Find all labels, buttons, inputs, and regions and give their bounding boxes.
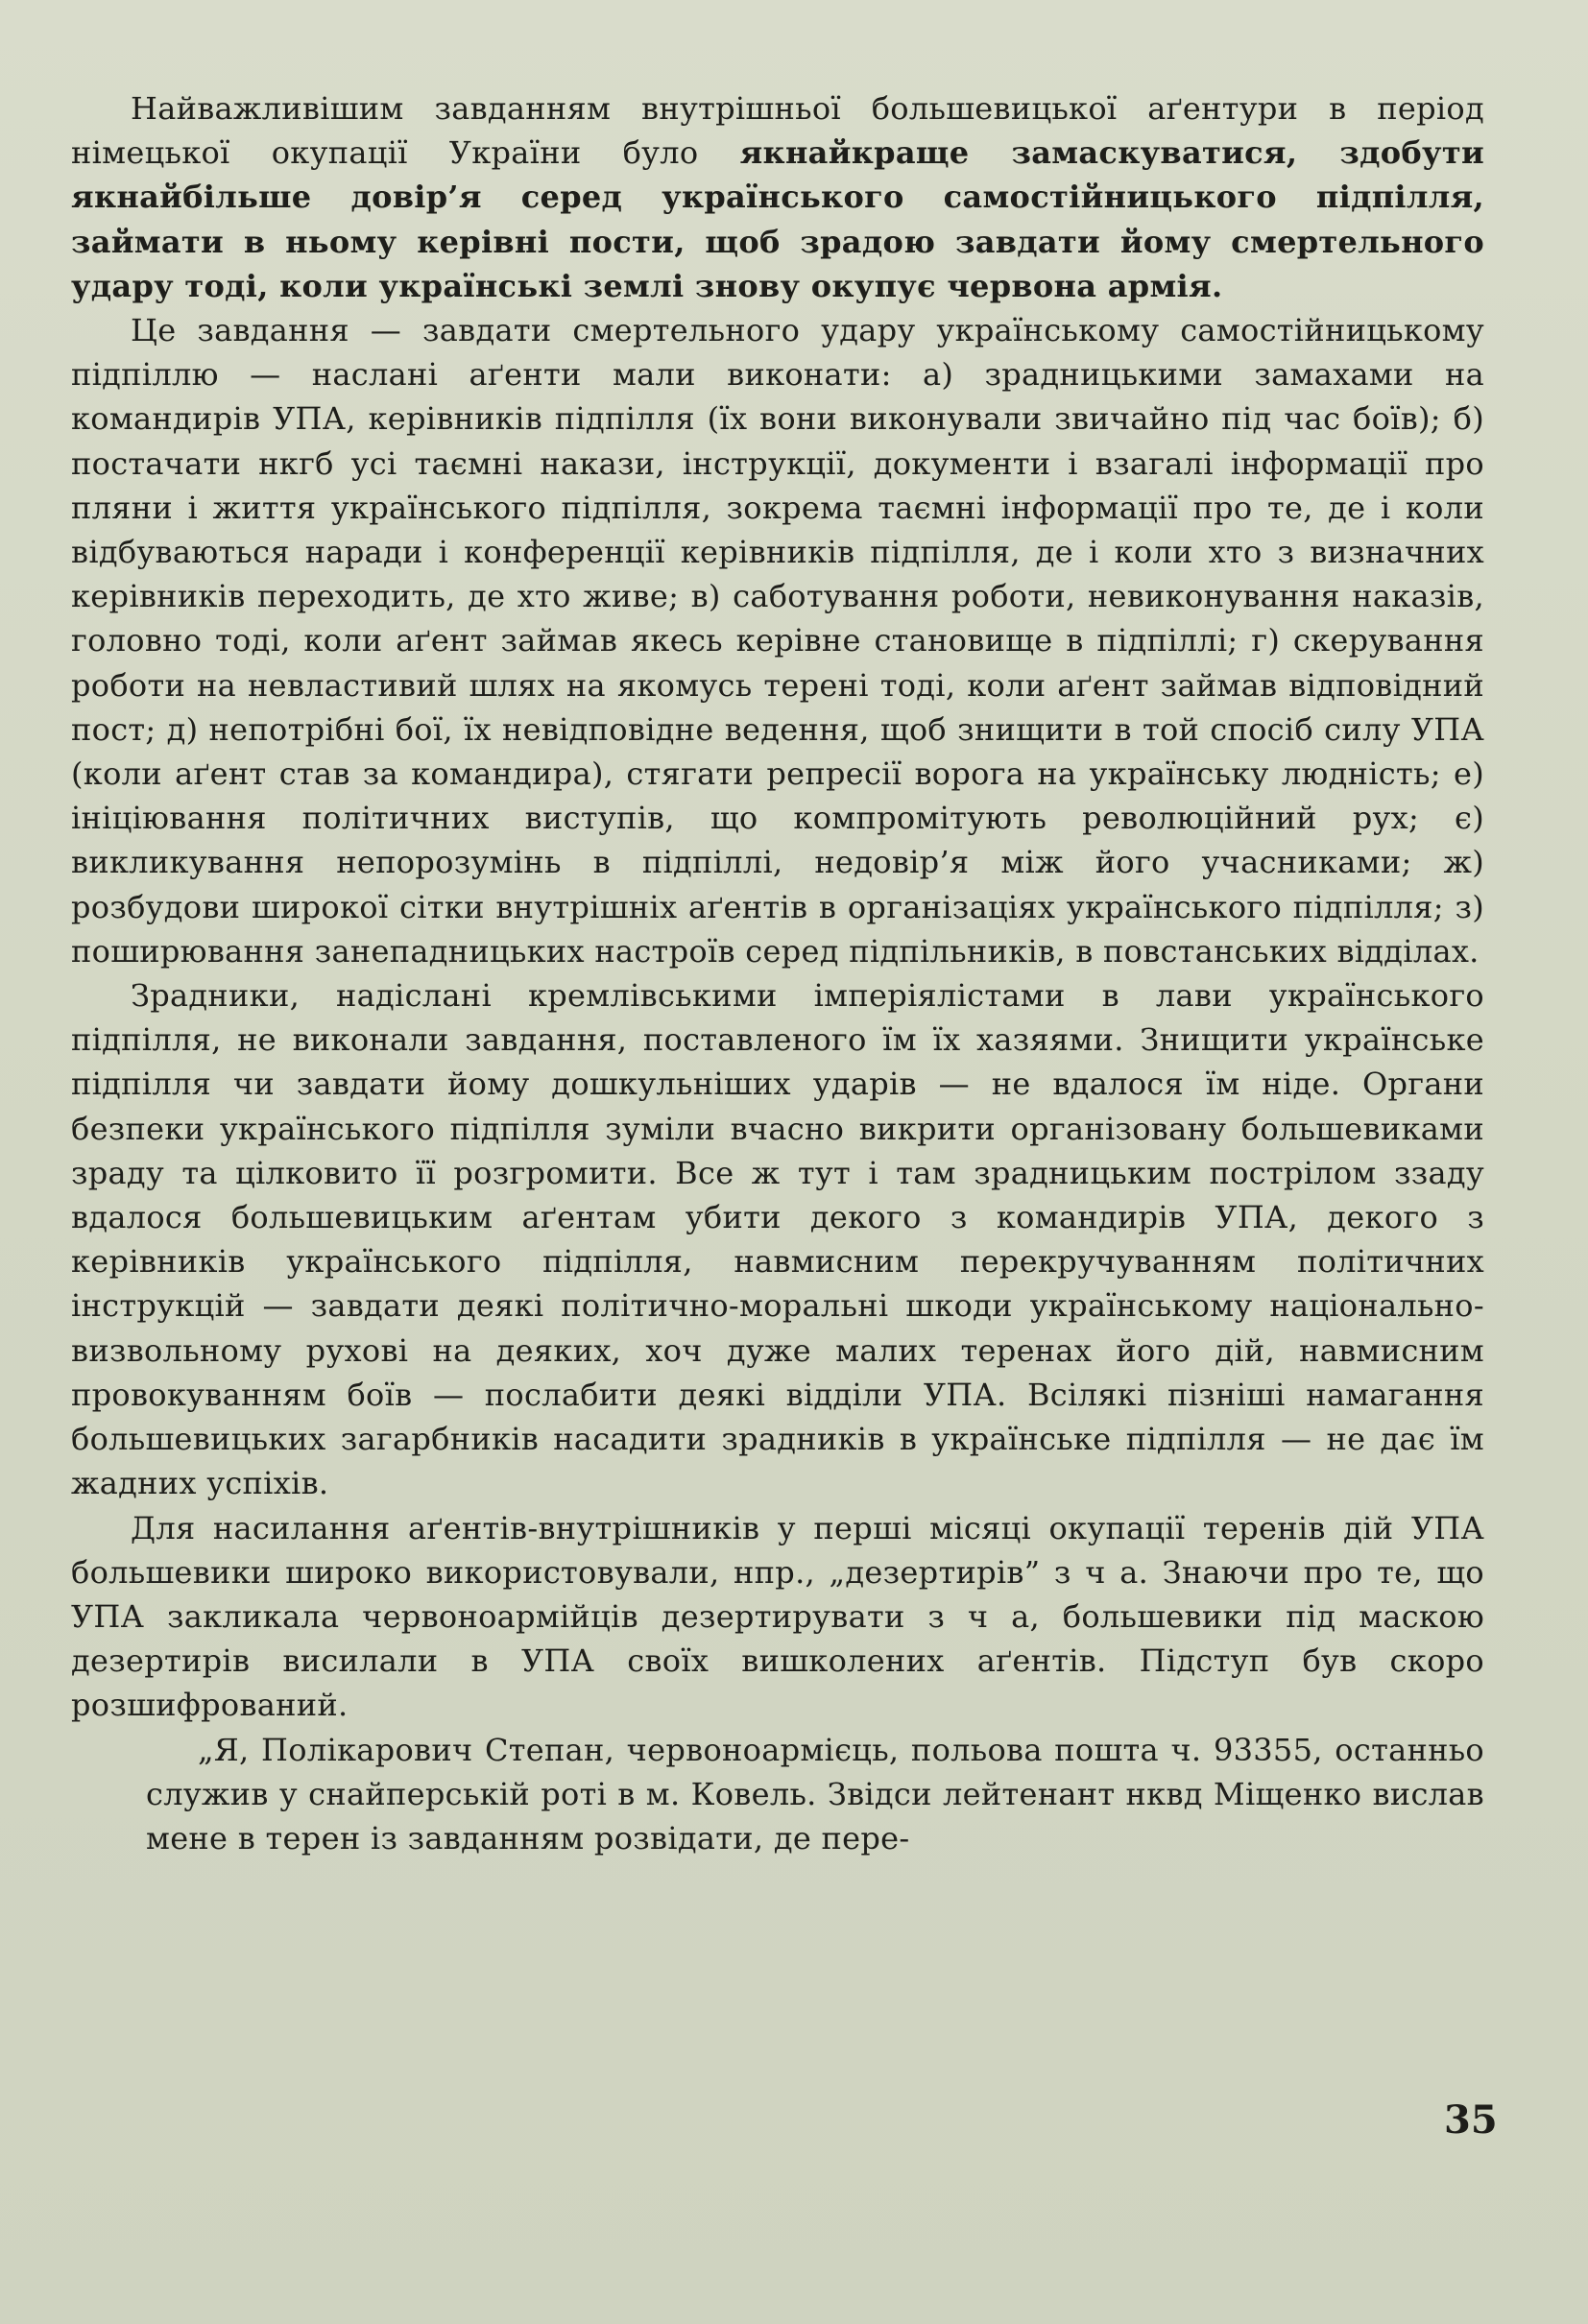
paragraph-testimony bbox=[71, 1728, 1484, 1861]
paragraph-intro-bold: якнайкраще замаскуватися, здобути якнайбільше довір’я серед українського самостійницького підпілля, займати в ньому керівні пости, щоб зрадою завдати йому смертельного удару тоді, коли українські землі знову окупує червона армія. bbox=[71, 134, 1484, 304]
paragraph-tasks bbox=[71, 308, 1484, 973]
page-number: 35 bbox=[1444, 2097, 1498, 2143]
paragraph-intro-normal: Найважливішим завданням внутрішньої большевицької аґентури в період німецької окупації України було bbox=[71, 90, 1484, 172]
paragraph-deserters-text: Для насилання аґентів-внутрішників у перші місяці окупації теренів дій УПА большевики широко використовували, нпр., „дезертирів” з ч а. Знаючи про те, що УПА закликала червоноармійців дезертирувати з ч а, большевики під маскою дезертирів висилали в УПА своїх вишколених аґентів. Підступ був скоро розшифрований. bbox=[71, 1509, 1484, 1724]
paragraph-intro bbox=[71, 86, 1484, 308]
paragraph-traitors-text: Зрадники, надіслані кремлівськими імперіялістами в лави українського підпілля, не виконали завдання, поставленого їм їх хазяями. Знищити українське підпілля чи завдати йому дошкульніших ударів — не вдалося їм ніде. Органи безпеки українського підпілля зуміли вчасно викрити організовану большевиками зраду та цілковито її розгромити. Все ж тут і там зрадницьким пострілом ззаду вдалося большевицьким аґентам убити декого з командирів УПА, декого з керівників українського підпілля, навмисним перекручуванням політичних інструкцій — завдати деякі політично-моральні шкоди українському національно-визвольному рухові на деяких, хоч дуже малих теренах його дій, навмисним провокуванням боїв — послабити деякі відділи УПА. Всілякі пізніші намагання большевицьких загарбників насадити зрадників в українське підпілля — не дає їм жадних успіхів. bbox=[71, 977, 1484, 1502]
paragraph-tasks-text: Це завдання — завдати смертельного удару українському самостійницькому підпіллю — наслані аґенти мали виконати: а) зрадницькими замахами на командирів УПА, керівників підпілля (їх вони виконували звичайно під час боїв); б) постачати нкгб усі таємні накази, інструкції, документи і взагалі інформації про пляни і життя українського підпілля, зокрема таємні інформації про те, де і коли відбуваються наради і конференції керівників підпілля, де і коли хто з визначних керівників переходить, де хто живе; в) саботування роботи, невиконування наказів, головно тоді, коли аґент займав якесь керівне становище в підпіллі; г) скерування роботи на невластивий шлях на якомусь терені тоді, коли аґент займав відповідний пост; д) непотрібні бої, їх невідповідне ведення, щоб знищити в той спосіб силу УПА (коли аґент став за командира), стягати репресії ворога на українську людність; е) ініціювання політичних виступів, що компромітують революційний рух; є) викликування непорозумінь в підпіллі, недовір’я між його учасниками; ж) розбудови широкої сітки внутрішніх аґентів в організаціях українського підпілля; з) поширювання занепадницьких настроїв серед підпільників, в повстанських відділах. bbox=[71, 312, 1484, 970]
body-text bbox=[71, 86, 1484, 1860]
paragraph-traitors bbox=[71, 973, 1484, 1505]
paragraph-deserters bbox=[71, 1506, 1484, 1728]
paragraph-testimony-text: „Я, Полікарович Степан, червоноармієць, польова пошта ч. 93355, останньо служив у снайперській роті в м. Ковель. Звідси лейтенант нквд Міщенко вислав мене в терен із завданням розвідати, де пере- bbox=[146, 1731, 1484, 1857]
